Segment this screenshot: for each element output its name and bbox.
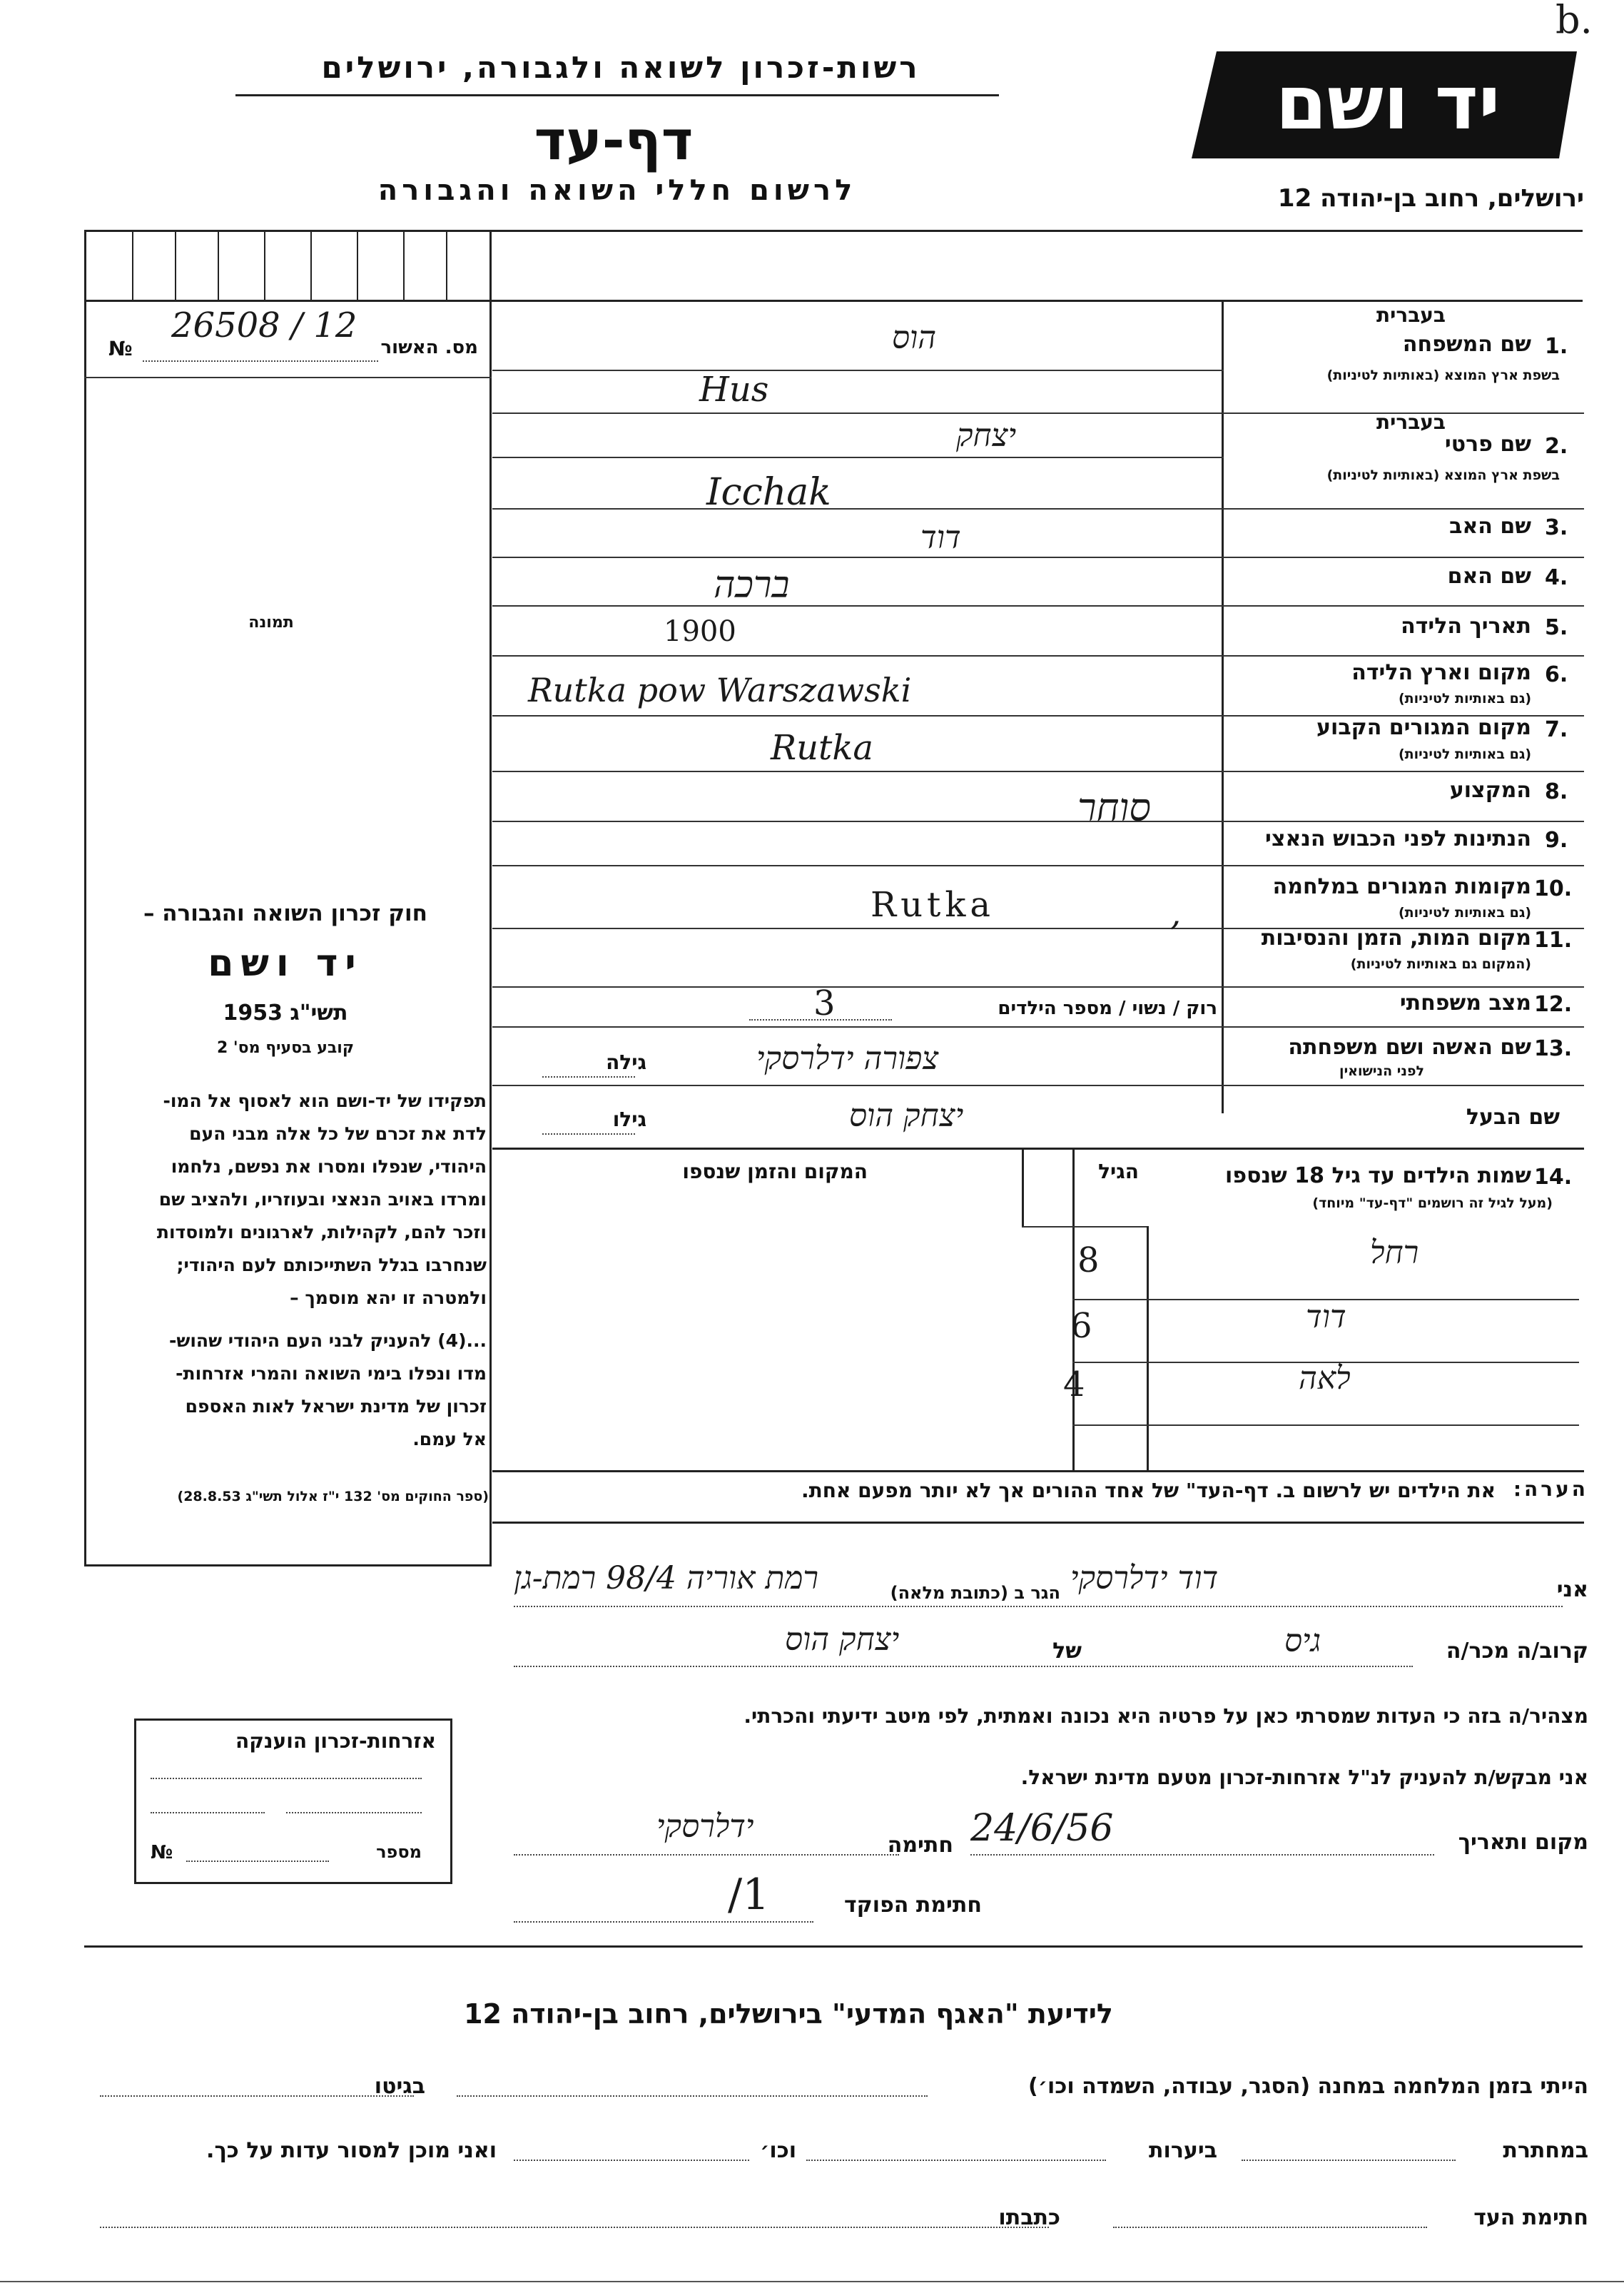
row-rule xyxy=(492,771,1584,772)
left-frame xyxy=(84,230,86,1564)
law-line: ...(4) להעניק לבני העם היהודי שהוש- xyxy=(168,1330,487,1351)
law-line: לדת את זכרם של כל אלה מבני העם xyxy=(189,1123,487,1144)
husband-age-label: גילו xyxy=(612,1108,646,1131)
footer-testify-label: ואני מוכן למסור עדות על כך. xyxy=(206,2138,497,2163)
field-label: שם האם xyxy=(1447,564,1531,589)
field-label: מצב משפחתי xyxy=(1399,991,1531,1016)
surname-hebrew-value: הוס xyxy=(892,320,937,356)
field-number: 3. xyxy=(1545,515,1568,540)
dotted-line xyxy=(542,1133,635,1135)
row-rule xyxy=(492,1085,1584,1086)
footer-ghetto-label: בגיטו xyxy=(374,2074,425,2099)
place-date-label: מקום ותאריך xyxy=(1458,1830,1588,1855)
of-label: של xyxy=(1052,1639,1082,1664)
children-label: שמות הילדים עד גיל 18 שנספו xyxy=(1225,1163,1531,1188)
field-label: תאריך הלידה xyxy=(1401,614,1531,639)
row-rule xyxy=(492,986,1584,988)
firstname-latin-value: Icchak xyxy=(706,471,831,514)
label-column-divider xyxy=(1222,300,1224,1113)
row-rule xyxy=(492,508,1584,510)
registration-dotted-line xyxy=(143,360,378,362)
field-label: שם הבעל xyxy=(1466,1105,1560,1130)
dotted-line xyxy=(151,1778,422,1779)
footer-underground-label: במחתרת xyxy=(1503,2138,1588,2163)
wartime-residence-value: Rutka xyxy=(871,885,995,925)
dotted-line xyxy=(100,2227,1049,2228)
strip-cell xyxy=(357,230,358,300)
declaration-ani: אני xyxy=(1556,1577,1588,1602)
field-sublabel: בשפת ארץ המוצא (באותיות לטיניות) xyxy=(1326,467,1560,483)
page-subtitle: לרשום חללי השואה והגבורה xyxy=(377,174,857,207)
citizenship-box-title: אזרחות-זכרון הוענקה xyxy=(235,1729,436,1753)
dotted-line xyxy=(970,1854,1434,1856)
residence-value: Rutka xyxy=(771,728,874,768)
field-number: 11. xyxy=(1534,928,1573,953)
header-underline xyxy=(235,94,999,96)
field-number: 8. xyxy=(1545,779,1568,804)
clerk-signature: /1 xyxy=(728,1870,770,1920)
page-title: דף-עד xyxy=(534,108,694,172)
children-age-header: הגיל xyxy=(1098,1160,1139,1183)
field-lang: בעברית xyxy=(1376,303,1446,327)
dotted-line xyxy=(514,1666,1413,1667)
footer-etc-label: וכו׳ xyxy=(760,2138,796,2163)
field-number: 6. xyxy=(1545,662,1568,687)
dotted-line xyxy=(186,1861,329,1862)
row-rule xyxy=(492,655,1584,657)
law-line: זכרון של מדינת ישראל לאות האספם xyxy=(185,1396,487,1417)
field-label: מקומות המגורים במלחמה xyxy=(1272,874,1531,899)
law-line: אל עמם. xyxy=(412,1429,487,1449)
relation-value: גיס xyxy=(1284,1623,1321,1659)
law-line: תפקידו של יד-ושם הוא לאסוף אל המו- xyxy=(163,1090,487,1111)
dotted-line xyxy=(1113,2227,1427,2228)
husband-name-value: יצחק הוס xyxy=(849,1098,964,1134)
field-label: שם פרטי xyxy=(1444,432,1531,457)
field-sublabel: (גם באותיות לטיניות) xyxy=(1398,691,1531,707)
left-column-bottom xyxy=(84,1564,492,1566)
dotted-line xyxy=(151,1812,265,1813)
logo-text: יד ושם xyxy=(1275,59,1501,146)
declarant-name: דוד ידלרסקי xyxy=(1070,1560,1219,1596)
note-bottom-rule xyxy=(492,1522,1584,1524)
relative-label: קרוב/ה מכר/ה xyxy=(1446,1639,1588,1664)
field-label: שם האב xyxy=(1449,514,1531,539)
registration-label: מס. האשור xyxy=(380,337,478,358)
registration-number-sign: № xyxy=(108,337,133,360)
field-lang: בעברית xyxy=(1376,410,1446,434)
declaration-address-label: הגר ב (כתובת מלאה) xyxy=(890,1583,1060,1603)
marital-inline-label: רוק / נשוי / מספר הילדים xyxy=(998,998,1217,1019)
law-line: שנחרבו בגלל השתייכותם לעם היהודי; xyxy=(176,1255,487,1275)
strip-cell xyxy=(218,230,219,300)
field-label: שם המשפחה xyxy=(1402,332,1531,357)
form-top-rule xyxy=(84,230,1583,232)
row-rule xyxy=(492,865,1584,866)
strip-cell xyxy=(310,230,312,300)
row-rule xyxy=(492,457,1224,458)
surname-latin-value: Hus xyxy=(699,370,769,410)
dotted-line xyxy=(514,1606,1563,1607)
field-sublabel: (גם באותיות לטיניות) xyxy=(1398,905,1531,921)
field-sublabel: (גם באותיות לטיניות) xyxy=(1398,746,1531,762)
field-label: הנתינות לפני הכבוש הנאצי xyxy=(1265,826,1531,851)
page-bottom-edge xyxy=(0,2281,1624,2282)
mother-name-value: ברכה xyxy=(714,564,790,607)
field-number: 10. xyxy=(1534,876,1573,901)
declaration-statement: מצהיר/ה בזה כי העדות שמסרתי כאן על פרטיה היא נכונה ואמתית, לפי מיטב ידיעתי והכרתי. xyxy=(744,1704,1588,1728)
law-line: ולמטרה זו יהא מוסמך – xyxy=(290,1287,487,1308)
child-age: 8 xyxy=(1077,1240,1100,1280)
strip-cell xyxy=(132,230,133,300)
dotted-line xyxy=(806,2160,1106,2161)
note-label: הערה: xyxy=(1513,1477,1588,1501)
birth-date-value: 1900 xyxy=(664,615,736,648)
dotted-line xyxy=(1242,2160,1456,2161)
institution-address: ירושלים, רחוב בן-יהודה 12 xyxy=(1277,184,1584,213)
note-top-rule xyxy=(492,1470,1584,1472)
relative-of-value: יצחק הוס xyxy=(785,1621,900,1658)
law-name: יד ושם xyxy=(208,942,363,985)
field-number: 1. xyxy=(1545,334,1568,359)
law-line: ומרדו באויב הנאצי ובעוזריו, ולהציב שם xyxy=(158,1189,487,1210)
children-header-rule xyxy=(1022,1226,1147,1228)
child-name: דוד xyxy=(1306,1299,1346,1335)
field-label: מקום וארץ הלידה xyxy=(1351,660,1531,685)
child-name: רחל xyxy=(1370,1235,1419,1271)
row-rule xyxy=(492,1148,1584,1150)
children-col-divider xyxy=(1147,1226,1149,1470)
law-line: מדו ונפלו בימי השואה והמרי אזרחות- xyxy=(176,1363,487,1384)
dotted-line xyxy=(514,2160,749,2161)
child-age: 4 xyxy=(1063,1365,1085,1404)
children-row-rule xyxy=(1072,1424,1579,1426)
declaration-request: אני מבקש/ת להעניק לנ"ל אזרחות-זכרון מטעם מדינת ישראל. xyxy=(1020,1766,1588,1789)
law-citation: (ספר החוקים מס' 132 י"ז אלול תשי"ג 28.8.53) xyxy=(177,1489,489,1504)
field-sublabel: לפני הנישואין xyxy=(1339,1063,1424,1079)
field-number: 4. xyxy=(1545,565,1568,590)
footer-heading: לידיעת "האגף המדעי" בירושלים, רחוב בן-יהודה 12 xyxy=(464,1998,1113,2030)
footer-address-label: כתבתו xyxy=(998,2205,1060,2230)
corner-mark: b. xyxy=(1556,0,1593,42)
dotted-line xyxy=(514,1921,813,1923)
dotted-line xyxy=(100,2095,414,2097)
child-name: לאה xyxy=(1299,1360,1351,1397)
children-col-divider xyxy=(1022,1149,1024,1226)
dotted-line xyxy=(542,1076,635,1078)
death-place-value: , xyxy=(1170,894,1182,933)
law-line: היהודי, שנפלו ומסרו את נפשם, נלחמו xyxy=(171,1156,487,1177)
row-rule xyxy=(492,605,1584,607)
signature-label: חתימה xyxy=(887,1833,953,1858)
field-number: 13. xyxy=(1534,1036,1573,1061)
top-strip-bottom xyxy=(84,300,1583,302)
father-name-value: דוד xyxy=(920,520,961,556)
field-number: 2. xyxy=(1545,434,1568,459)
left-column-divider xyxy=(489,230,492,1564)
law-line: וזכר להם, לקהילות, לארגונים ולמוסדות xyxy=(156,1222,487,1242)
declarant-address: רמת אוריה 98/4 רמת-גן xyxy=(514,1560,819,1596)
note-text: את הילדים יש לרשום ב. דף-העד" של אחד ההורים אך לא יותר מפעם אחת. xyxy=(801,1479,1496,1502)
registration-rule xyxy=(84,377,492,378)
footer-forests-label: ביערות xyxy=(1149,2138,1217,2163)
authority-name: רשות-זכרון לשואה ולגבורה, ירושלים xyxy=(321,50,920,85)
row-rule xyxy=(492,821,1584,822)
citizenship-box xyxy=(134,1719,452,1884)
children-number: 14. xyxy=(1534,1165,1573,1190)
clerk-signature-label: חתימת הפוקד xyxy=(844,1893,982,1918)
declarant-signature: ידלרסקי xyxy=(656,1808,754,1845)
field-number: 7. xyxy=(1545,717,1568,742)
field-sublabel: (המקום גם באותיות לטיניות) xyxy=(1350,956,1531,972)
children-count-value: 3 xyxy=(813,983,836,1023)
declaration-date: 24/6/56 xyxy=(970,1807,1114,1850)
citizenship-number-sign: № xyxy=(151,1842,173,1863)
firstname-hebrew-value: יצחק xyxy=(956,417,1017,454)
field-sublabel: בשפת ארץ המוצא (באותיות לטיניות) xyxy=(1326,368,1560,383)
profession-value: סוחר xyxy=(1077,785,1152,830)
dotted-line xyxy=(514,1854,899,1856)
strip-cell xyxy=(446,230,447,300)
birth-place-value: Rutka pow Warszawski xyxy=(528,671,912,709)
children-place-header: המקום והזמן שנספו xyxy=(682,1160,868,1183)
field-number: 9. xyxy=(1545,828,1568,853)
row-rule xyxy=(492,370,1224,371)
law-title: חוק זכרון השואה והגבורה – xyxy=(143,901,427,926)
footer-camp-label: הייתי בזמן המלחמה במחנה (הסגר, עבודה, השמדה וכו׳) xyxy=(1028,2074,1588,2099)
row-rule xyxy=(492,557,1584,558)
strip-cell xyxy=(175,230,176,300)
strip-cell xyxy=(403,230,405,300)
field-label: המקצוע xyxy=(1449,778,1531,803)
citizenship-number-label: מספר xyxy=(376,1842,422,1862)
field-number: 5. xyxy=(1545,615,1568,640)
row-rule xyxy=(492,1026,1584,1028)
field-label: שם האשה ושם משפחתה xyxy=(1288,1035,1531,1060)
law-year: תשי"ג 1953 xyxy=(223,1001,348,1026)
child-age: 6 xyxy=(1070,1306,1092,1346)
photo-label: תמונה xyxy=(248,614,294,632)
field-number: 12. xyxy=(1534,992,1573,1017)
footer-top-rule xyxy=(84,1945,1583,1948)
field-label: מקום המות, הזמן והנסיבות xyxy=(1261,926,1531,951)
field-label: מקום המגורים הקבוע xyxy=(1316,715,1531,740)
strip-cell xyxy=(264,230,265,300)
logo xyxy=(1188,44,1588,166)
wife-age-label: גילה xyxy=(606,1051,646,1074)
dotted-line xyxy=(286,1812,422,1813)
children-sublabel: (מעל לגיל זה רושמים "דף-עד" מיוחד) xyxy=(1312,1195,1553,1211)
wife-name-value: צפורה ידלרסקי xyxy=(756,1041,939,1077)
registration-number: 26508 / 12 xyxy=(171,305,357,345)
law-clause: קובע בסעיף מס' 2 xyxy=(216,1039,355,1057)
dotted-line xyxy=(457,2095,928,2097)
footer-witness-signature-label: חתימת העד xyxy=(1473,2205,1588,2230)
